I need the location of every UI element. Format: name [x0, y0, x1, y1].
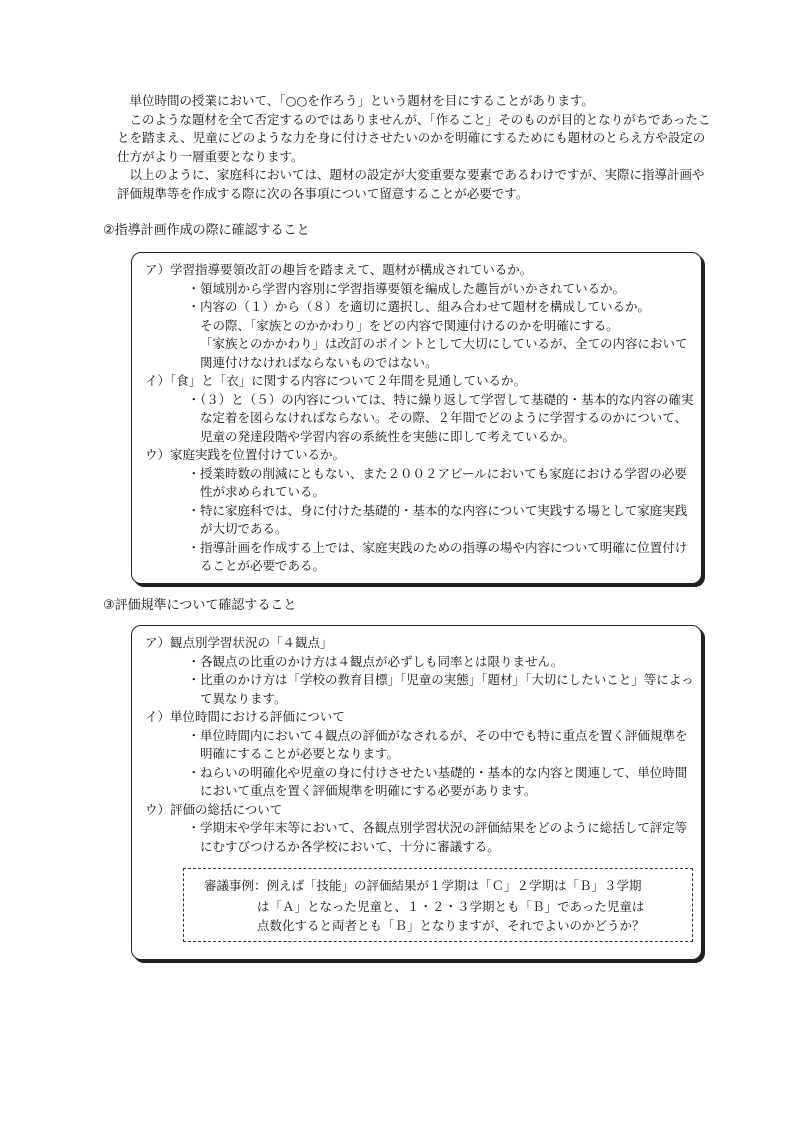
s3-item-a-heading: ア）観点別学習状況の「４観点」	[145, 635, 333, 650]
s2-item-a-bullet-2-note: その際、「家族とのかかわり」をどの内容で関連付けるのかを明確にする。	[200, 317, 619, 333]
s2-item-a-bullet-1: ・領域別から学習内容別に学習指導要領を編成した趣旨がいかされているか。	[187, 280, 626, 296]
s2-item-u-bullet-3: ・指導計画を作成する上では、家庭実践のための指導の場や内容について明確に位置付けることが必要である。	[187, 539, 688, 573]
example-line-1: 審議事例：例えば「技能」の評価結果が１学期は「Ｃ」２学期は「Ｂ」３学期	[204, 878, 642, 893]
s2-item-i-heading: イ）「食」と「衣」に関する内容について２年間を見通しているか。	[145, 373, 527, 388]
example-line-3: 点数化すると両者とも「Ｂ」となりますが、それでよいのかどうか？	[257, 918, 645, 933]
planning-checklist-box	[131, 252, 702, 584]
s3-item-u-bullet-1: ・学期末や学年末等において、各観点別学習状況の評価結果をどのように総括して評定等にむすびつけるか各学校において、十分に審議する。	[187, 820, 688, 854]
section2-heading: ②指導計画作成の際に確認すること	[103, 223, 310, 238]
section3-heading: ③評価規準について確認すること	[103, 598, 297, 613]
intro-paragraph-3: 以上のように、家庭科においては、題材の設定が大変重要な要素であるわけですが、実際に指導計画や評価規準等を作成する際に次の各事項について留意することが必要です。	[117, 167, 705, 201]
s2-item-i-bullet-1: ・（３）と（５）の内容については、特に繰り返して学習して基礎的・基本的な内容の確実な定着を図らなければならない。その際、２年間でどのように学習するのかについて、児童の発達段階や学習内容の系統性を実態に即して考えているか。	[187, 391, 694, 444]
intro-line-1: 単位時間の授業において、「○○を作ろう」という題材を目にすることがあります。	[129, 93, 594, 108]
intro-text	[117, 92, 713, 203]
s3-item-i-heading: イ）単位時間における評価について	[145, 709, 345, 724]
s3-item-u-heading: ウ）評価の総括について	[145, 801, 283, 817]
s3-item-i-bullet-2: ・ねらいの明確化や児童の身に付けさせたい基礎的・基本的な内容と関連して、単位時間において重点を置く評価規準を明確にする必要があります。	[187, 764, 688, 798]
deliberation-example-box	[183, 868, 693, 942]
s3-item-a-bullet-1: ・各観点の比重のかけ方は４観点が必ずしも同率とは限りません。	[187, 653, 564, 669]
s2-item-u-heading: ウ）家庭実践を位置付けているか。	[145, 447, 346, 462]
s2-item-a-bullet-2-note-2: 「家族とのかかわり」は改訂のポイントとして大切にしているが、全ての内容において関連付けなければならないものではない。	[200, 336, 688, 370]
intro-paragraph-2: このような題材を全て否定するのではありませんが、「作ること」そのものが目的となりがちであったことを踏まえ、児童にどのような力を身に付けさせたいのかを明確にするためにも題材のとらえ方や設定の仕方がより一層重要となります。	[117, 111, 711, 164]
s2-item-u-bullet-1: ・授業時数の削減にともない、また２００２アピールにおいても家庭における学習の必要性が求められている。	[187, 465, 687, 499]
s2-item-a-heading: ア）学習指導要領改訂の趣旨を踏まえて、題材が構成されているか。	[145, 262, 533, 277]
example-line-2: は「Ａ」となった児童と、１・２・３学期とも「Ｂ」であった児童は	[257, 899, 645, 914]
s2-item-u-bullet-2: ・特に家庭科では、身に付けた基礎的・基本的な内容について実践する場として家庭実践が大切である。	[187, 502, 688, 536]
s3-item-i-bullet-1: ・単位時間内において４観点の評価がなされるが、その中でも特に重点を置く評価規準を明確にすることが必要となります。	[187, 727, 688, 761]
s3-item-a-bullet-2: ・比重のかけ方は「学校の教育目標」「児童の実態」「題材」「大切にしたいこと」等によって異なります。	[187, 672, 694, 706]
s2-item-a-bullet-2: ・内容の（１）から（８）を適切に選択し、組み合わせて題材を構成しているか。	[187, 299, 651, 314]
